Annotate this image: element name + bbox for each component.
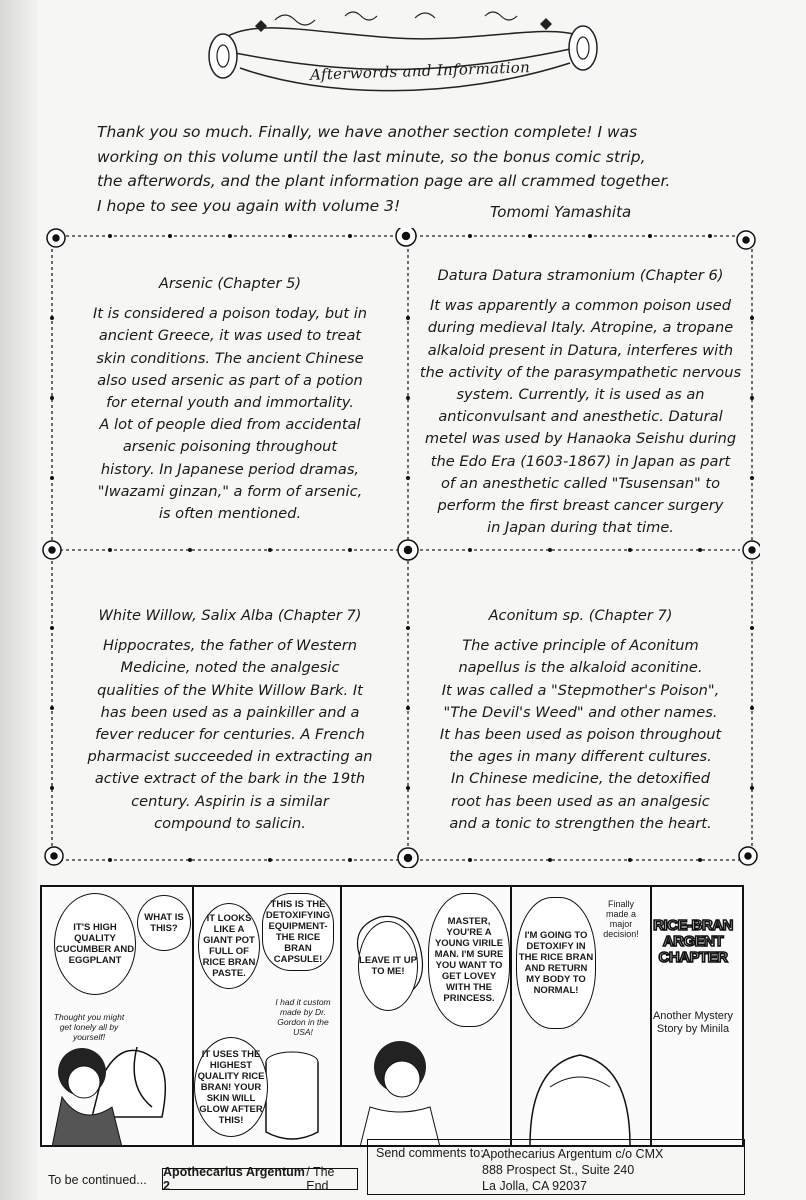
plant-card-aconitum [418, 605, 743, 835]
to-be-continued: To be continued... [48, 1173, 147, 1187]
intro-line: working on this volume until the last minute, so the bonus comic strip, [97, 147, 646, 166]
plant-line: system. Currently, it is used as an [456, 386, 705, 404]
comic-panel-4 [510, 887, 652, 1145]
comic-panel-2 [192, 887, 342, 1145]
plant-line: and a tonic to strengthen the heart. [449, 814, 712, 832]
speech-bubble: THIS IS THE DETOXIFYING EQUIPMENT- THE RICE BRAN CAPSULE! [262, 893, 334, 971]
plant-title: White Willow, Salix Alba (Chapter 7) [98, 607, 362, 624]
address-line: 888 Prospect St., Suite 240 [482, 1163, 635, 1177]
plant-title: Aconitum sp. (Chapter 7) [488, 607, 673, 624]
plant-line: the ages in many different cultures. [449, 748, 712, 766]
plant-line: It is considered a poison today, but in [92, 305, 367, 323]
mailing-address [482, 1146, 663, 1194]
plant-line: "The Devil's Weed" and other names. [443, 703, 718, 721]
send-comments-label: Send comments to: [376, 1146, 484, 1160]
plant-line: It has been used as poison throughout [439, 726, 722, 744]
address-line: La Jolla, CA 92037 [482, 1179, 587, 1193]
plant-line: In Chinese medicine, the detoxified [450, 770, 711, 788]
plant-line: of an anesthetic called "Tsusensan" to [440, 474, 721, 492]
the-end-box [162, 1165, 358, 1193]
plant-line: arsenic poisoning throughout [122, 438, 338, 456]
plant-line: Medicine, noted the analgesic [120, 659, 340, 677]
plant-line: has been used as a painkiller and a [100, 703, 360, 721]
intro-line: Thank you so much. Finally, we have another section complete! I was [97, 123, 638, 141]
plant-line: It was called a "Stepmother's Poison", [441, 681, 720, 699]
plant-line: also used arsenic as part of a potion [97, 371, 363, 389]
plant-line: It was apparently a common poison used [429, 297, 732, 315]
caption-note: Thought you might get lonely all by yourself! [53, 1012, 125, 1042]
speech-bubble: IT LOOKS LIKE A GIANT POT FULL OF RICE BRAN PASTE. [198, 903, 260, 989]
author-signature: Tomomi Yamashita [490, 203, 632, 221]
plant-card-arsenic [65, 273, 395, 525]
speech-bubble: LEAVE IT UP TO ME! [358, 921, 418, 1011]
plant-line: alkaloid present in Datura, interferes with [427, 341, 734, 359]
plant-line: "Iwazami ginzan," a form of arsenic, [97, 482, 363, 500]
plant-line: perform the first breast cancer surgery [437, 497, 724, 515]
address-line: Apothecarius Argentum c/o CMX [482, 1147, 664, 1161]
plant-line: is often mentioned. [158, 505, 302, 523]
plant-line: the activity of the parasympathetic nervous [419, 363, 742, 381]
plant-line: the Edo Era (1603-1867) in Japan as part [430, 452, 731, 470]
plant-line: fever reducer for centuries. A French [95, 726, 365, 744]
banner-title: Afterwords and Information [309, 58, 531, 84]
plant-line: active extract of the bark in the 19th [94, 770, 366, 788]
speech-bubble: IT'S HIGH QUALITY CUCUMBER AND EGGPLANT [54, 893, 136, 995]
plant-line: qualities of the White Willow Bark. It [97, 681, 363, 699]
plant-line: pharmacist succeeded in extracting an [87, 748, 373, 766]
comic-panel-3 [340, 887, 512, 1145]
plant-card-white-willow [65, 605, 395, 835]
chapter-byline: Another Mystery Story by Minila [652, 1010, 734, 1035]
plant-line: history. In Japanese period dramas, [100, 460, 360, 478]
intro-line: I hope to see you again with volume 3! [97, 196, 401, 215]
speech-bubble: I'M GOING TO DETOXIFY IN THE RICE BRAN AND RETURN MY BODY TO NORMAL! [516, 897, 596, 1029]
plant-line: for eternal youth and immortality. [106, 394, 354, 412]
speech-bubble: MASTER, YOU'RE A YOUNG VIRILE MAN. I'M SURE YOU WANT TO GET LOVEY WITH THE PRINCESS. [428, 893, 510, 1027]
caption-note: Finally made a major decision! [603, 899, 639, 939]
scan-shadow [0, 0, 38, 1200]
scroll-banner [195, 8, 605, 108]
intro-line: the afterwords, and the plant information page are all crammed together. [97, 172, 671, 190]
comic-strip [40, 885, 744, 1147]
plant-line: A lot of people died from accidental [99, 416, 361, 434]
plant-title: Datura Datura stramonium (Chapter 6) [437, 267, 724, 284]
send-comments-box [367, 1139, 745, 1195]
plant-card-datura [418, 265, 743, 539]
the-end-label: / The End [306, 1165, 335, 1193]
plant-line: anticonvulsant and anesthetic. Datural [438, 408, 723, 426]
plant-line: The active principle of Aconitum [462, 637, 699, 655]
chapter-title: RICE-BRAN ARGENT CHAPTER [653, 917, 733, 966]
plant-line: during medieval Italy. Atropine, a tropane [427, 319, 734, 337]
series-title: Apothecarius Argentum 2 [163, 1165, 305, 1193]
plant-line: Hippocrates, the father of Western [103, 637, 357, 655]
plant-line: compound to salicin. [154, 814, 306, 832]
caption-note: I had it custom made by Dr. Gordon in the USA! [275, 997, 331, 1037]
plant-line: napellus is the alkaloid aconitine. [458, 659, 703, 677]
speech-bubble: IT USES THE HIGHEST QUALITY RICE BRAN! YOUR SKIN WILL GLOW AFTER THIS! [194, 1037, 268, 1137]
plant-line: ancient Greece, it was used to treat [98, 327, 362, 345]
intro-text [97, 120, 737, 218]
plant-line: metel was used by Hanaoka Seishu during [424, 430, 737, 448]
plant-line: root has been used as an analgesic [451, 792, 710, 810]
plant-line: skin conditions. The ancient Chinese [96, 349, 364, 367]
comic-panel-1 [42, 887, 194, 1145]
plant-line: in Japan during that time. [487, 519, 674, 537]
plant-title: Arsenic (Chapter 5) [158, 275, 302, 292]
plant-line: century. Aspirin is a similar [131, 792, 329, 810]
speech-bubble: WHAT IS THIS? [137, 895, 191, 951]
